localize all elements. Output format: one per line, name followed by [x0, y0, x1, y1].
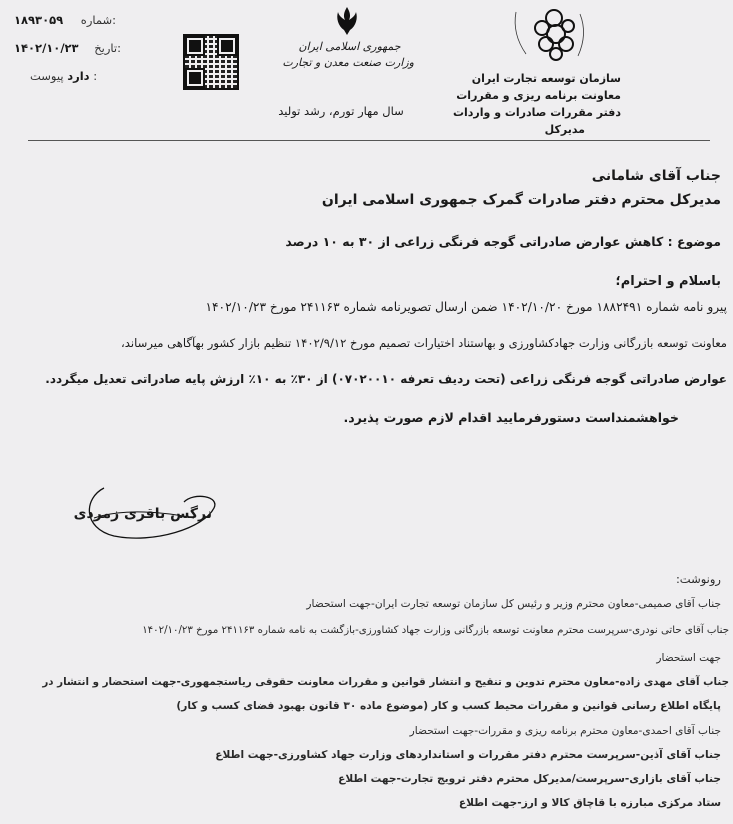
- cc-line-3: جهت استحضار: [656, 652, 721, 664]
- org-line-2: معاونت برنامه ریزی و مقررات: [456, 89, 621, 102]
- subject-text: کاهش عوارض صادراتی گوجه فرنگی زراعی از ۳۰ به ۱۰ درصد: [285, 234, 664, 249]
- cc-line-6: جناب آقای احمدی-معاون محترم برنامه ریزی و مقررات-جهت استحضار: [409, 725, 721, 737]
- cc-line-9: ستاد مرکزی مبارزه با قاچاق کالا و ارز-جهت اطلاع: [458, 797, 721, 809]
- org-line-3: دفتر مقررات صادرات و واردات: [452, 106, 621, 119]
- letter-date-value: ۱۴۰۲/۱۰/۲۳: [14, 41, 79, 55]
- qr-code-icon: [183, 34, 239, 90]
- cc-line-7: جناب آقای آذین-سرپرست محترم دفتر مقررات و استانداردهای وزارت جهاد کشاورزی-جهت اطلاع: [215, 749, 721, 761]
- cc-line-8: جناب آقای بازاری-سرپرست/مدیرکل محترم دفتر ترویج تجارت-جهت اطلاع: [338, 773, 721, 785]
- recipient-title: مدیرکل محترم دفتر صادرات گمرک جمهوری اسلامی ایران: [321, 192, 721, 208]
- signatory-name: نرگس باقری زمردی: [73, 506, 212, 522]
- attachment-row: [24, 68, 150, 85]
- letter-date-row: [14, 40, 140, 57]
- cc-line-1: جناب آقای صمیمی-معاون محترم وزیر و رئیس کل سازمان توسعه تجارت ایران-جهت استحضار: [306, 598, 721, 610]
- letter-number-row: [14, 12, 140, 29]
- tpo-logo-icon: [508, 4, 590, 66]
- greeting: باسلام و احترام؛: [615, 274, 721, 289]
- body-line-3: عوارض صادراتی گوجه فرنگی زراعی (تحت ردیف تعرفه ۰۷۰۲۰۰۱۰) از ۳۰٪ به ۱۰٪ ارزش پایه صادراتی تعدیل میگردد.: [45, 372, 727, 386]
- tpo-logo-text: Trade Promotion Organization of Iran: [510, 2, 523, 10]
- cc-line-5: پایگاه اطلاع رسانی قوانین و مقررات محیط کسب و کار (موضوع ماده ۳۰ قانون بهبود فضای کسب و کار): [176, 700, 721, 712]
- attachment-label: پیوست :: [30, 69, 98, 83]
- letter-number-value: ۱۸۹۳۰۵۹: [14, 13, 64, 27]
- org-line-4: مدیرکل: [544, 123, 585, 136]
- iran-emblem-icon: [330, 4, 364, 38]
- letter-number-label: شماره:: [80, 13, 117, 27]
- body-line-1: پیرو نامه شماره ۱۸۸۲۴۹۱ مورخ ۱۴۰۲/۱۰/۲۰ ضمن ارسال تصویرنامه شماره ۲۴۱۱۶۳ مورخ ۱۴۰۲/۱۰/۲۳: [205, 300, 727, 314]
- signature: [74, 478, 224, 548]
- cc-line-4: جناب آقای مهدی زاده-معاون محترم تدوین و تنقیح و انتشار قوانین و مقررات معاونت حقوقی ریاستجمهوری-جهت استحضار و انتشار در: [42, 676, 729, 688]
- org-line-1: سازمان توسعه تجارت ایران: [471, 72, 621, 85]
- subject-row: [285, 234, 721, 249]
- attachment-value: دارد: [67, 69, 90, 83]
- header-divider: [28, 140, 710, 141]
- body-line-4: خواهشمنداست دستورفرمایید اقدام لازم صورت پذیرد.: [343, 410, 679, 425]
- ministry-line1: جمهوری اسلامی ایران: [298, 40, 401, 53]
- cc-line-2: جناب آقای حاتی نودری-سرپرست محترم معاونت توسعه بازرگانی وزارت جهاد کشاورزی-بازگشت به نامه شماره ۲۴۱۱۶۳ مورخ ۱۴۰۲/۱۰/۲۳: [142, 625, 729, 636]
- cc-title: رونوشت:: [675, 572, 721, 586]
- letter-date-label: تاریخ:: [94, 41, 121, 55]
- year-slogan: سال مهار تورم، رشد تولید: [278, 104, 404, 118]
- recipient-name: جناب آقای شامانی: [591, 168, 721, 184]
- ministry-line2: وزارت صنعت معدن و تجارت: [282, 56, 414, 69]
- body-line-2: معاونت توسعه بازرگانی وزارت جهادکشاورزی و بهاستناد اختیارات تصمیم مورخ ۱۴۰۲/۹/۱۲ تنظیم بازار کشور بهآگاهی میرساند،: [121, 336, 727, 350]
- subject-label: موضوع :: [667, 234, 721, 249]
